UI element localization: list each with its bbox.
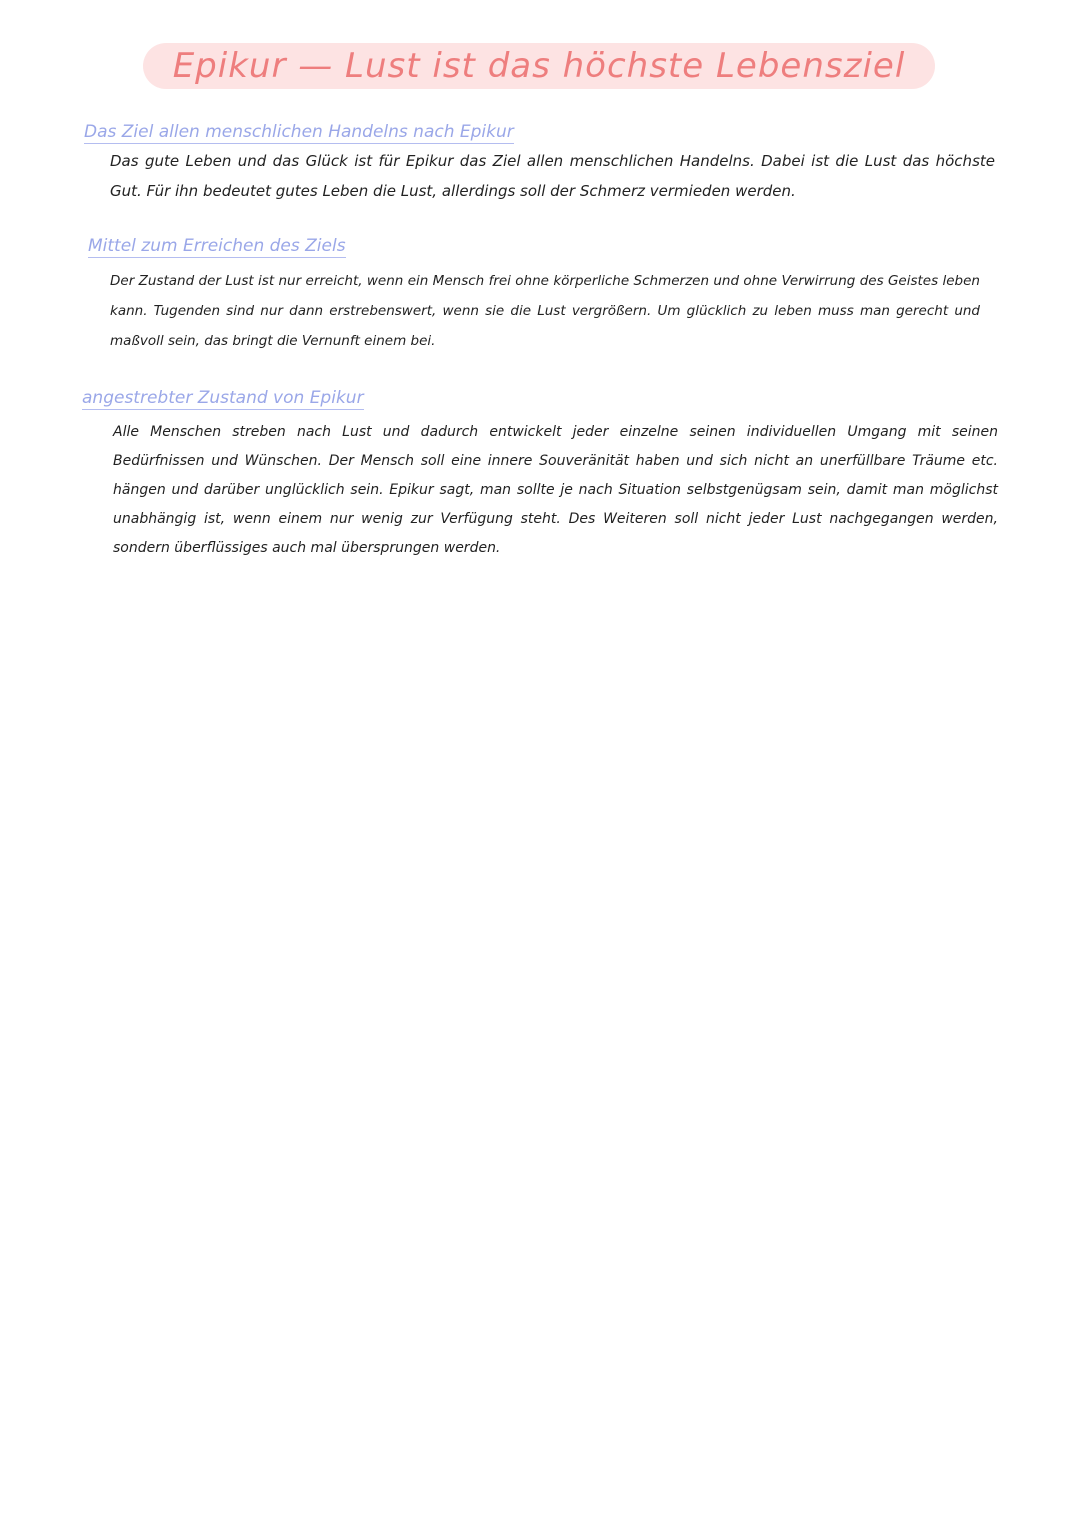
section-text: Alle Menschen streben nach Lust und dadurch entwickelt jeder einzelne seinen individuellen Umgang mit seinen Bedürfnissen und Wünschen. Der Mensch soll eine innere Souveränität haben und sich nicht an unerfüllbare Träume etc. hängen und darüber unglücklich sein. Epikur sagt, man sollte je nach Situation selbstgenügsam sein, damit man möglichst unabhängig ist, wenn einem nur wenig zur Verfügung steht. Des Weiteren soll nicht jeder Lust nachgegangen werden, sondern überflüssiges auch mal übersprungen werden. xyxy=(113,424,998,556)
section-heading: Das Ziel allen menschlichen Handelns nach Epikur xyxy=(84,122,514,142)
section-text: Das gute Leben und das Glück ist für Epikur das Ziel allen menschlichen Handelns. Dabei ist die Lust das höchste Gut. Für ihn bedeutet gutes Leben die Lust, allerdings soll der Schmerz vermieden werden. xyxy=(110,152,995,200)
section-text: Der Zustand der Lust ist nur erreicht, wenn ein Mensch frei ohne körperliche Schmerzen und ohne Verwirrung des Geistes leben kann. Tugenden sind nur dann erstrebenswert, wenn sie die Lust vergrößern. Um glücklich zu leben muss man gerecht und maßvoll sein, das bringt die Vernunft einem bei. xyxy=(110,273,980,349)
page-title: Epikur — Lust ist das höchste Lebensziel xyxy=(172,46,906,86)
title-highlight xyxy=(143,43,935,89)
section-heading: Mittel zum Erreichen des Ziels xyxy=(88,236,346,256)
section-heading: angestrebter Zustand von Epikur xyxy=(82,388,364,408)
